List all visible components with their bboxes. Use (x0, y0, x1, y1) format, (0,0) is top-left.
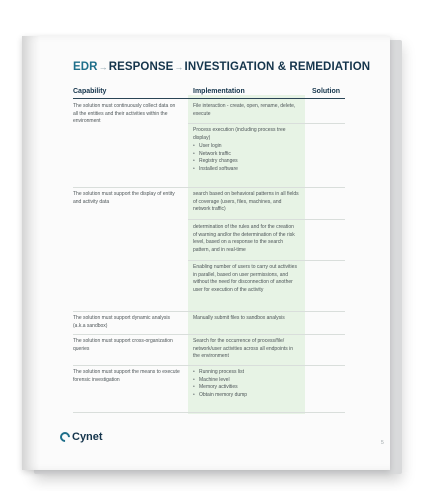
row-1-impl-b-text: Process execution (including process tree display) (193, 127, 286, 141)
header-divider (73, 98, 345, 99)
row-1-capability: The solution must continuously collect data on all the entities and their activities within the environment (73, 103, 176, 125)
cynet-logo-icon (58, 430, 72, 444)
row-1-impl-b (193, 127, 299, 174)
header-implementation: Implementation (193, 88, 245, 95)
list-item: • Memory activities (193, 384, 299, 392)
list-item: • Machine level (193, 377, 299, 385)
page-number: 5 (381, 440, 384, 446)
title-part-response: RESPONSE (108, 61, 174, 73)
row-2-impl-c: Enabling number of users to carry out activities in parallel, based on user permissions, and without the need for disconnection of another user for execution of the activity (193, 264, 297, 293)
title-lead: EDR (73, 61, 98, 73)
list-item: • Installed software (193, 166, 299, 174)
row-4-capability: The solution must support cross-organization queries (73, 338, 173, 352)
row-divider (188, 123, 345, 124)
row-divider (73, 187, 345, 188)
list-item: • Registry changes (193, 158, 299, 166)
row-divider (188, 219, 345, 220)
row-3-impl-a: Manually submit files to sandbox analysis (193, 315, 285, 321)
row-5-impl-a (193, 368, 299, 399)
list-item: • Network traffic (193, 151, 299, 159)
header-solution: Solution (312, 88, 340, 95)
page-spine-shade (22, 36, 40, 470)
brand-logo (60, 431, 103, 443)
title-part-investigation: INVESTIGATION & REMEDIATION (184, 61, 371, 73)
row-divider (73, 311, 345, 312)
row-2-impl-a: search based on behavioral patterns in all fields of coverage (users, files, machines, and network traffic) (193, 191, 299, 213)
row-divider (73, 334, 345, 335)
row-5-capability: The solution must support the means to execute forensic investigation (73, 369, 180, 383)
row-1-impl-b-list (193, 143, 299, 173)
arrow-icon: → (174, 62, 184, 72)
row-4-impl-a: Search for the occurrence of process/file/ network/user activities across all endpoints in the environment (193, 338, 294, 360)
row-divider (188, 260, 345, 261)
row-2-capability: The solution must support the display of entity and activity data (73, 191, 175, 205)
logo-text: Cynet (72, 431, 103, 443)
row-divider (73, 412, 345, 413)
list-item: • Running process list (193, 369, 299, 377)
row-divider (73, 365, 345, 366)
header-capability: Capability (73, 88, 107, 95)
list-item: • Obtain memory dump (193, 392, 299, 400)
page-title (73, 61, 370, 73)
row-5-impl-a-list (193, 369, 299, 399)
arrow-icon: → (98, 62, 108, 72)
row-3-capability: The solution must support dynamic analysis (a.k.a sandbox) (73, 315, 170, 329)
row-1-impl-a: File interaction - create, open, rename, delete, execute (193, 103, 296, 117)
document-page (22, 36, 390, 470)
list-item: • User login (193, 143, 299, 151)
row-2-impl-b: determination of the rules and for the creation of warning and/or the determination of the risk level, based on a response to the search pattern, and in real-time (193, 224, 295, 253)
